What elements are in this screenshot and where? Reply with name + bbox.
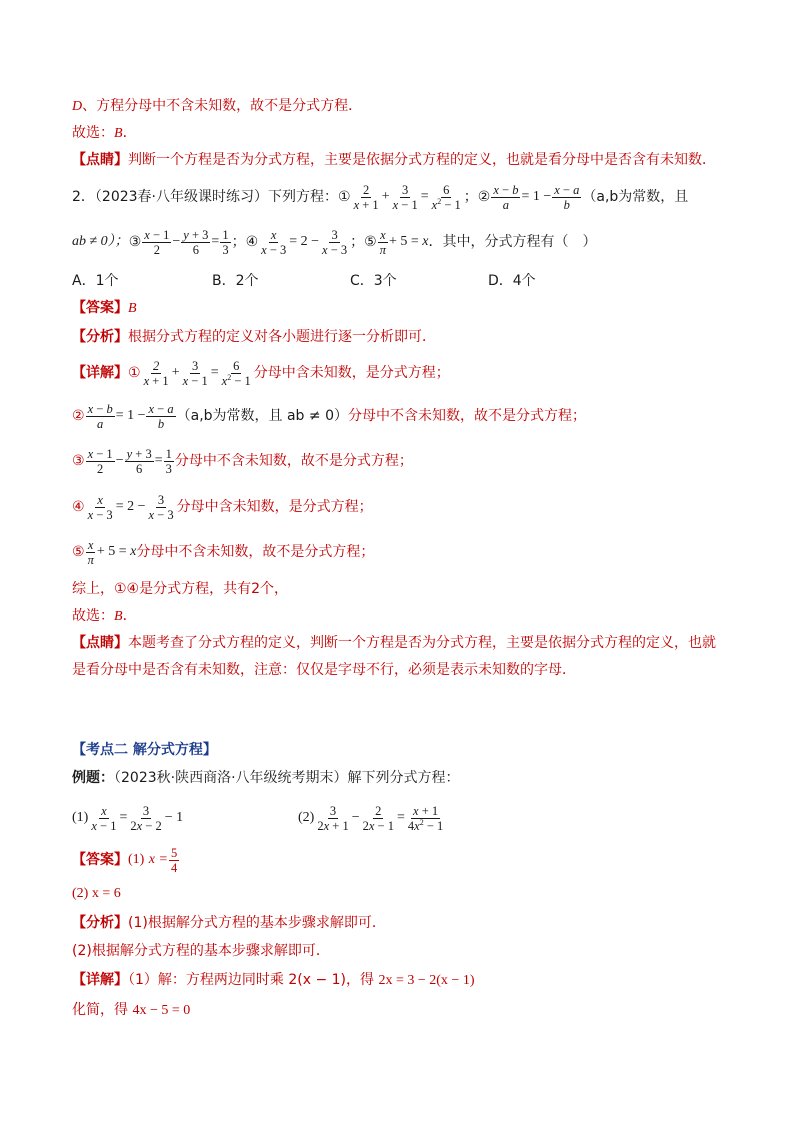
problem-1: (1) $\frac{x}{x - 1}$ = $\frac{3}{2x - 2}$ − 1 bbox=[72, 803, 184, 833]
d1-text: 分母中含未知数，是分式方程； bbox=[253, 365, 450, 381]
summary bbox=[72, 579, 288, 599]
option-d-label: D bbox=[72, 99, 83, 114]
example-line bbox=[72, 768, 460, 788]
ans1-label: (1) bbox=[128, 852, 145, 867]
question-2-line-2: ab ≠ 0）； ③ $\frac{x - 1}{2}$ − $\frac{y + 3}{6}$ = $\frac{1}{3}$ ； ④ $\frac{x}{x - 3}$ = 2 − $\frac{3}{x - 3}$ ； ⑤ $\frac{x}{\pi}$ + 5 = x ．其中，分式方程有（ ） bbox=[72, 227, 597, 257]
choose-prefix: 故选： bbox=[72, 125, 114, 141]
problem-1-label: (1) bbox=[72, 810, 89, 825]
ab-condition: ab ≠ 0）； bbox=[72, 234, 129, 249]
q2-eq3-frac-c: $\frac{1}{3}$ bbox=[222, 227, 229, 257]
problem-2-label: (2) bbox=[298, 810, 315, 825]
choose-suffix-2: ． bbox=[122, 608, 137, 624]
detail-marker-1: ① bbox=[128, 365, 141, 381]
q2-eq2-frac-b: $\frac{x - a}{b}$ bbox=[554, 182, 580, 212]
d5-frac-a: $\frac{x}{\pi}$ bbox=[87, 537, 94, 567]
marker-4: ④ bbox=[245, 234, 259, 250]
section2-detail-2 bbox=[72, 1000, 190, 1021]
d2-frac-a: $\frac{x - b}{a}$ bbox=[87, 401, 113, 431]
section2-answer-tag: 【答案】 bbox=[72, 852, 128, 868]
question-2-lead: 2．（2023春·八年级课时练习）下列方程： bbox=[72, 189, 338, 205]
p2-frac-a: $\frac{3}{2x + 1}$ bbox=[317, 803, 349, 833]
section2-answer-2: (2) x = 6 bbox=[72, 886, 121, 901]
choose-suffix: ． bbox=[122, 125, 137, 141]
choose-prefix-2: 故选： bbox=[72, 608, 114, 624]
marker-3: ③ bbox=[128, 234, 142, 250]
q2-eq1-frac-c: $\frac{6}{x^2 - 1}$ bbox=[431, 182, 461, 212]
d1-frac-b: $\frac{3}{x - 1}$ bbox=[182, 358, 208, 388]
ans1-lhs: x = bbox=[148, 852, 168, 867]
q2-analysis bbox=[72, 327, 436, 347]
detail2-pre: 化简，得 bbox=[72, 1002, 128, 1018]
d2-note: （a,b为常数，且 ab ≠ 0） bbox=[176, 408, 348, 424]
option-a: A．1个 bbox=[72, 273, 119, 289]
d4-frac-b: $\frac{3}{x - 3}$ bbox=[148, 492, 174, 522]
d5-text: 分母中不含未知数，故不是分式方程； bbox=[136, 544, 375, 560]
q2-eq3-frac-b: $\frac{y + 3}{6}$ bbox=[183, 227, 209, 257]
analysis-tag: 【分析】 bbox=[72, 329, 128, 345]
example-tag: 例题： bbox=[72, 770, 114, 786]
choose-line-1 bbox=[72, 123, 137, 144]
comment-tag: 【点睛】 bbox=[72, 152, 128, 168]
summary-num: 2 bbox=[251, 581, 261, 597]
detail-marker-4: ④ bbox=[72, 499, 85, 515]
q2-eq2-frac-a: $\frac{x - b}{a}$ bbox=[493, 182, 519, 212]
d4-frac-a: $\frac{x}{x - 3}$ bbox=[87, 492, 113, 522]
q2-eq4-frac-a: $\frac{x}{x - 3}$ bbox=[261, 227, 287, 257]
d3-text: 分母中不含未知数，故不是分式方程； bbox=[174, 453, 413, 469]
summary-mid: 是分式方程，共有 bbox=[139, 581, 252, 597]
section-heading: 【考点二 解分式方程】 bbox=[72, 742, 217, 758]
choose-line-2 bbox=[72, 606, 137, 627]
d2-frac-b: $\frac{x - a}{b}$ bbox=[148, 401, 174, 431]
detail-tag: 【详解】 bbox=[72, 365, 128, 381]
d3-frac-b: $\frac{y + 3}{6}$ bbox=[126, 446, 152, 476]
ans1-frac: $\frac{5}{4}$ bbox=[170, 845, 178, 875]
detail1-pre: （1）解：方程两边同时乘 2(x − 1)，得 bbox=[128, 972, 375, 988]
summary-post: 个， bbox=[260, 581, 289, 597]
option-c: C．3个 bbox=[350, 273, 397, 289]
d1-frac-c: $\frac{6}{x^2 - 1}$ bbox=[221, 358, 251, 388]
d1-frac-a: $\frac{2}{x + 1}$ bbox=[143, 358, 169, 388]
detail-3: ③ $\frac{x - 1}{2}$ − $\frac{y + 3}{6}$ = $\frac{1}{3}$ 分母中不含未知数，故不是分式方程； bbox=[72, 446, 413, 476]
comment-line-2a bbox=[72, 633, 716, 653]
p1-frac-b: $\frac{3}{2x - 2}$ bbox=[130, 803, 162, 833]
ab-note: （a,b为常数，且 bbox=[582, 189, 689, 205]
d2-text: 分母中不含未知数，故不是分式方程； bbox=[347, 408, 586, 424]
comment-text-2b: 是看分母中是否含有未知数，注意：仅仅是字母不行，必须是表示未知数的字母． bbox=[72, 662, 576, 678]
detail-5: ⑤ $\frac{x}{\pi}$ + 5 = x 分母中不含未知数，故不是分式方程； bbox=[72, 537, 375, 567]
section2-analysis-1 bbox=[72, 913, 386, 933]
detail1-eq: 2x = 3 − 2(x − 1) bbox=[378, 973, 475, 988]
d3-frac-a: $\frac{x - 1}{2}$ bbox=[87, 446, 113, 476]
marker-1: ① bbox=[338, 189, 351, 205]
summary-marks: ①④ bbox=[114, 581, 140, 597]
option-d: D．4个 bbox=[488, 273, 536, 289]
section2-analysis-text-1: (1)根据解分式方程的基本步骤求解即可． bbox=[128, 915, 386, 931]
detail-marker-3: ③ bbox=[72, 453, 85, 469]
choose-answer-2: B bbox=[114, 609, 123, 624]
marker-5: ⑤ bbox=[364, 234, 377, 250]
p2-frac-b: $\frac{2}{2x - 1}$ bbox=[362, 803, 394, 833]
example-text: （2023秋·陕西商洛·八年级统考期末）解下列分式方程： bbox=[114, 770, 460, 786]
q2-eq3-frac-a: $\frac{x - 1}{2}$ bbox=[144, 227, 170, 257]
choose-answer: B bbox=[114, 126, 123, 141]
q2-eq1-frac-a: $\frac{2}{x + 1}$ bbox=[353, 182, 379, 212]
detail-4: ④ $\frac{x}{x - 3}$ = 2 − $\frac{3}{x - 3}$ 分母中含未知数，是分式方程； bbox=[72, 492, 373, 522]
option-d-explanation bbox=[72, 96, 362, 117]
d4-text: 分母中含未知数，是分式方程； bbox=[176, 499, 373, 515]
option-b: B．2个 bbox=[212, 273, 259, 289]
p1-frac-a: $\frac{x}{x - 1}$ bbox=[91, 803, 117, 833]
q2-eq1-frac-b: $\frac{3}{x - 1}$ bbox=[392, 182, 418, 212]
answer-value: B bbox=[128, 301, 137, 316]
question-2-tail: ．其中，分式方程有（ ） bbox=[428, 234, 597, 250]
section2-detail-1 bbox=[72, 970, 474, 991]
detail-marker-5: ⑤ bbox=[72, 544, 85, 560]
comment-text: 判断一个方程是否为分式方程，主要是依据分式方程的定义，也就是看分母中是否含有未知数． bbox=[128, 152, 716, 168]
section2-detail-tag: 【详解】 bbox=[72, 972, 128, 988]
comment-line-1 bbox=[72, 150, 716, 170]
section2-analysis-2: (2)根据解分式方程的基本步骤求解即可． bbox=[72, 943, 330, 959]
q2-eq4-frac-b: $\frac{3}{x - 3}$ bbox=[322, 227, 348, 257]
comment-line-2b bbox=[72, 660, 576, 680]
detail-1: 【详解】 ① $\frac{2}{x + 1}$ + $\frac{3}{x - 1}$ = $\frac{6}{x^2 - 1}$ 分母中含未知数，是分式方程； bbox=[72, 358, 450, 388]
option-d-text: 、方程分母中不含未知数，故不是分式方程． bbox=[82, 98, 363, 114]
detail-marker-2: ② bbox=[72, 408, 85, 424]
detail-2: ② $\frac{x - b}{a}$ = 1 − $\frac{x - a}{b}$ （a,b为常数，且 ab ≠ 0） 分母中不含未知数，故不是分式方程； bbox=[72, 401, 586, 431]
q2-eq5-frac-a: $\frac{x}{\pi}$ bbox=[379, 227, 386, 257]
d3-frac-c: $\frac{1}{3}$ bbox=[165, 446, 172, 476]
question-2-line-1: 2．（2023春·八年级课时练习）下列方程： ① $\frac{2}{x + 1}$ + $\frac{3}{x - 1}$ = $\frac{6}{x^2 - 1}$ ； ② $\frac{x - b}{a}$ = 1 − $\frac{x - a}{b}$ （a,b为常数，且 bbox=[72, 182, 689, 212]
section2-answer-1 bbox=[72, 842, 180, 878]
marker-2: ② bbox=[477, 189, 491, 205]
p2-frac-c: $\frac{x + 1}{4x^2 - 1}$ bbox=[407, 803, 444, 833]
comment-text-2a: 本题考查了分式方程的定义，判断一个方程是否为分式方程，主要是依据分式方程的定义，也就 bbox=[128, 635, 716, 651]
summary-pre: 综上， bbox=[72, 581, 114, 597]
section2-analysis-tag: 【分析】 bbox=[72, 915, 128, 931]
analysis-text: 根据分式方程的定义对各小题进行逐一分析即可． bbox=[128, 329, 436, 345]
answer-tag: 【答案】 bbox=[72, 300, 128, 316]
detail2-eq: 4x − 5 = 0 bbox=[132, 1003, 191, 1018]
problem-2: (2) $\frac{3}{2x + 1}$ − $\frac{2}{2x - 1}$ = $\frac{x + 1}{4x^2 - 1}$ bbox=[298, 803, 444, 833]
comment-tag-2: 【点睛】 bbox=[72, 635, 128, 651]
q2-answer bbox=[72, 298, 137, 319]
